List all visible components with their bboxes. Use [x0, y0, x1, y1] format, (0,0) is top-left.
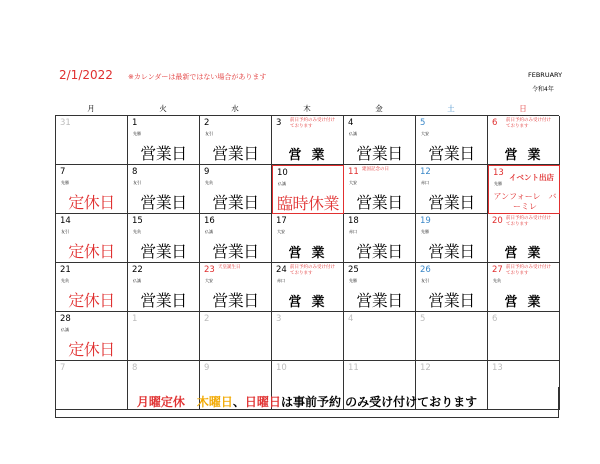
day-event-note: 建国記念の日 [362, 167, 389, 172]
day-event-note: 前日予約のみ受け付けております [290, 265, 335, 276]
weekday-header: 水 [231, 104, 239, 113]
day-event-note: 前日予約のみ受け付けております [506, 216, 551, 227]
rokuyo-label: 友引 [133, 180, 141, 185]
day-number: 5 [420, 118, 426, 128]
day-status: 営業日 [356, 193, 403, 212]
day-cell[interactable] [128, 165, 200, 214]
day-status: 営業 [288, 295, 335, 310]
day-number: 2 [204, 314, 210, 324]
footer-sunday: 日曜日 [244, 395, 281, 409]
day-cell[interactable] [416, 165, 488, 214]
day-status: 営業日 [140, 193, 187, 212]
day-number: 8 [132, 167, 138, 177]
day-number: 28 [60, 314, 71, 324]
day-event-note: 前日予約のみ受け付けております [506, 118, 551, 129]
rokuyo-label: 仏滅 [278, 181, 286, 186]
day-cell[interactable] [344, 165, 416, 214]
rokuyo-label: 大安 [349, 180, 357, 185]
day-cell[interactable] [488, 214, 560, 263]
day-status: 営業日 [428, 144, 475, 163]
day-status: 営業日 [428, 291, 475, 310]
day-number: 31 [60, 118, 71, 128]
footer-reservation: は事前予約 のみ受け付けております [280, 395, 478, 409]
day-status: 営業 [504, 148, 551, 163]
day-status: 定休日 [68, 340, 115, 359]
day-status: 定休日 [68, 291, 115, 310]
day-cell[interactable] [416, 312, 488, 361]
rokuyo-label: 仏滅 [61, 327, 69, 332]
day-cell[interactable] [56, 165, 128, 214]
rokuyo-label: 先負 [61, 278, 69, 283]
day-number: 10 [277, 168, 288, 178]
rokuyo-label: 先勝 [421, 229, 429, 234]
day-status: 営業 [288, 148, 335, 163]
day-cell[interactable] [488, 312, 560, 361]
day-number: 8 [132, 363, 138, 373]
weekday-header: 金 [375, 104, 383, 113]
rokuyo-label: 赤口 [277, 278, 285, 283]
day-number: 20 [492, 216, 503, 226]
weekday-header: 火 [159, 104, 167, 113]
rokuyo-label: 赤口 [421, 180, 429, 185]
rokuyo-label: 先勝 [133, 131, 141, 136]
day-number: 24 [276, 265, 287, 275]
day-status: 営業日 [212, 242, 259, 261]
day-number: 4 [348, 118, 354, 128]
day-status: 営業 [504, 246, 551, 261]
day-cell[interactable] [272, 312, 344, 361]
day-event-note: 天皇誕生日 [218, 265, 241, 270]
day-event-note: 前日予約のみ受け付けております [290, 118, 335, 129]
day-number: 4 [348, 314, 354, 324]
day-cell[interactable] [128, 116, 200, 165]
day-status: 営業日 [428, 242, 475, 261]
day-status: 定休日 [68, 242, 115, 261]
day-number: 7 [60, 363, 66, 373]
day-cell[interactable] [128, 312, 200, 361]
calendar-date: 2/1/2022 [59, 68, 113, 82]
day-number: 13 [492, 363, 503, 373]
day-status: 営業日 [212, 144, 259, 163]
day-number: 18 [348, 216, 359, 226]
day-cell[interactable] [488, 263, 560, 312]
rokuyo-label: 大安 [277, 229, 285, 234]
day-cell[interactable] [272, 214, 344, 263]
day-cell[interactable] [56, 214, 128, 263]
day-status: 定休日 [68, 193, 115, 212]
day-number: 9 [204, 363, 210, 373]
day-number: 3 [276, 118, 282, 128]
day-cell[interactable] [344, 214, 416, 263]
day-status: 営業 [504, 295, 551, 310]
day-status: 営業日 [428, 193, 475, 212]
day-number: 19 [420, 216, 431, 226]
day-cell[interactable] [56, 263, 128, 312]
day-status: 営業日 [212, 291, 259, 310]
day-cell[interactable] [200, 116, 272, 165]
day-number: 26 [420, 265, 431, 275]
day-number: 7 [60, 167, 66, 177]
day-number: 1 [132, 118, 138, 128]
rokuyo-label: 赤口 [349, 229, 357, 234]
rokuyo-label: 先負 [205, 180, 213, 185]
day-status: 営業日 [356, 144, 403, 163]
day-number: 12 [420, 167, 431, 177]
day-number: 6 [492, 118, 498, 128]
calendar-grid [55, 115, 559, 387]
day-status: 営業日 [356, 291, 403, 310]
footer-thursday: 木曜日 [196, 395, 233, 409]
footer-note [55, 387, 559, 418]
day-cell[interactable] [416, 116, 488, 165]
weekday-header: 土 [447, 104, 455, 113]
day-number: 12 [420, 363, 431, 373]
day-status: 営業日 [140, 291, 187, 310]
day-cell[interactable] [416, 214, 488, 263]
rokuyo-label: 友引 [61, 229, 69, 234]
day-number: 11 [348, 363, 359, 373]
rokuyo-label: 先勝 [494, 181, 502, 186]
day-number: 9 [204, 167, 210, 177]
day-cell[interactable] [56, 116, 128, 165]
day-number: 22 [132, 265, 143, 275]
weekday-header: 月 [87, 104, 95, 113]
era-year: 令和4年 [532, 86, 554, 93]
day-event-note: 前日予約のみ受け付けております [506, 265, 551, 276]
day-status: 営業日 [140, 144, 187, 163]
day-cell[interactable] [200, 165, 272, 214]
day-cell[interactable] [344, 116, 416, 165]
day-number: 14 [60, 216, 71, 226]
day-number: 3 [276, 314, 282, 324]
day-number: 17 [276, 216, 287, 226]
day-status: 営業日 [140, 242, 187, 261]
day-cell[interactable] [344, 263, 416, 312]
calendar-notice: ※カレンダーは最新ではない場合があります [128, 73, 267, 81]
day-status: 営業日 [356, 242, 403, 261]
day-cell[interactable] [200, 214, 272, 263]
day-number: 13 [493, 168, 504, 178]
day-number: 11 [348, 167, 359, 177]
rokuyo-label: 先負 [133, 229, 141, 234]
day-number: 15 [132, 216, 143, 226]
rokuyo-label: 友引 [421, 278, 429, 283]
day-number: 16 [204, 216, 215, 226]
day-status: 営業日 [212, 193, 259, 212]
day-number: 6 [492, 314, 498, 324]
day-number: 2 [204, 118, 210, 128]
rokuyo-label: 先負 [493, 278, 501, 283]
weekday-header: 日 [519, 104, 527, 113]
day-cell[interactable] [272, 263, 344, 312]
day-cell[interactable] [272, 165, 344, 214]
event-title: イベント出店 [509, 173, 554, 182]
day-status: 営業 [288, 246, 335, 261]
rokuyo-label: 大安 [205, 278, 213, 283]
day-cell[interactable] [344, 312, 416, 361]
rokuyo-label: 先勝 [61, 180, 69, 185]
rokuyo-label: 友引 [205, 131, 213, 136]
day-status: 臨時休業 [276, 194, 339, 213]
rokuyo-label: 仏滅 [133, 278, 141, 283]
day-cell[interactable] [56, 312, 128, 361]
day-cell[interactable] [128, 263, 200, 312]
day-cell[interactable] [488, 116, 560, 165]
event-venue: アンフォーレ バーミレ [493, 192, 557, 211]
day-cell[interactable] [488, 165, 560, 214]
rokuyo-label: 仏滅 [205, 229, 213, 234]
rokuyo-label: 仏滅 [349, 131, 357, 136]
day-number: 25 [348, 265, 359, 275]
day-number: 21 [60, 265, 71, 275]
day-cell[interactable] [128, 214, 200, 263]
rokuyo-label: 先勝 [349, 278, 357, 283]
day-cell[interactable] [272, 116, 344, 165]
day-number: 1 [132, 314, 138, 324]
day-cell[interactable] [200, 312, 272, 361]
rokuyo-label: 大安 [421, 131, 429, 136]
day-number: 10 [276, 363, 287, 373]
month-name: FEBRUARY [528, 71, 563, 79]
footer-comma: 、 [232, 395, 245, 409]
footer-closed-day: 月曜定休 [136, 395, 197, 409]
day-cell[interactable] [200, 263, 272, 312]
day-number: 5 [420, 314, 426, 324]
weekday-header: 木 [303, 104, 311, 113]
day-cell[interactable] [416, 263, 488, 312]
day-number: 23 [204, 265, 215, 275]
day-number: 27 [492, 265, 503, 275]
